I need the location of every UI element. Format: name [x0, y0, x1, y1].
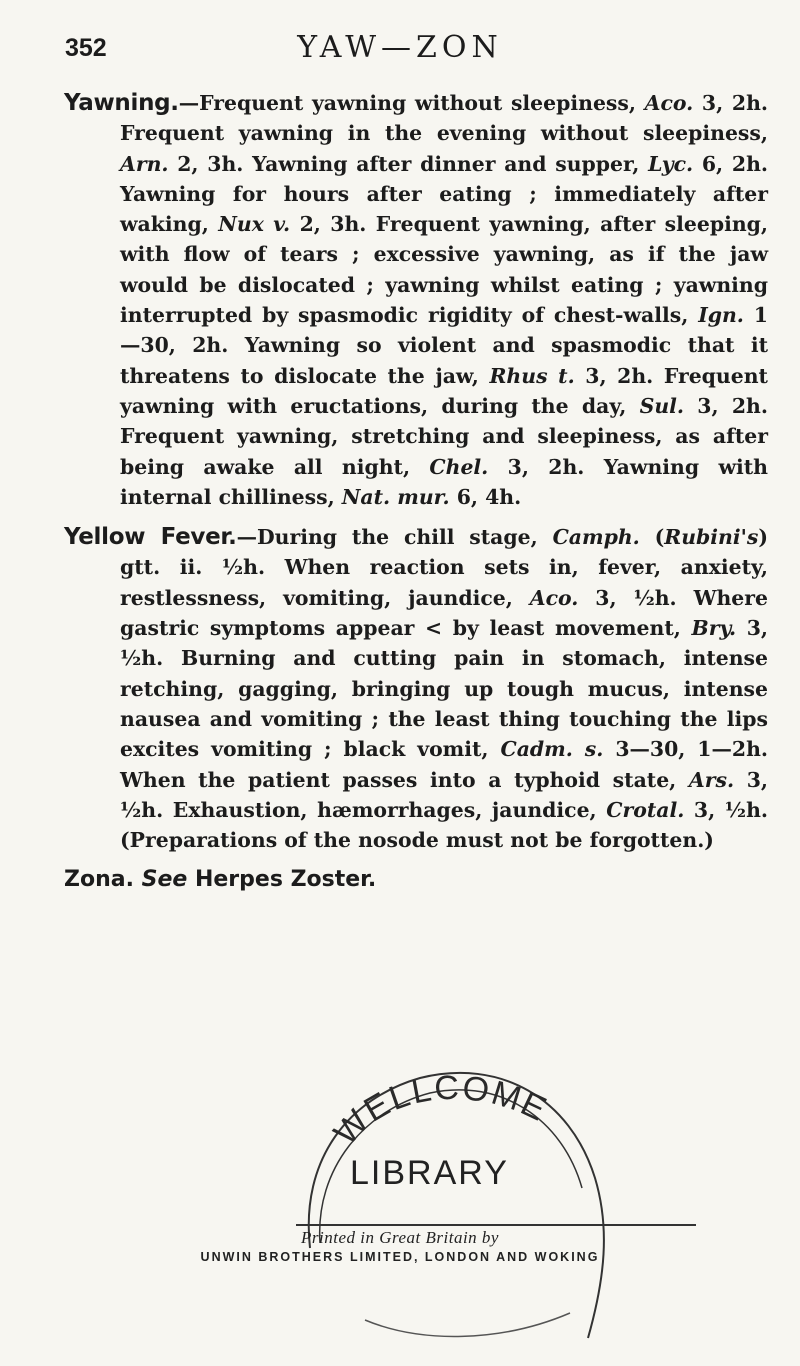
entry-text-segment: 3, 2h. Frequent yawning in the evening without sleepiness,: [120, 91, 768, 146]
entry-text-segment: (: [639, 525, 665, 550]
page-number: 352: [65, 34, 107, 62]
page-header: [65, 30, 735, 70]
entry-text-segment: 2, 3h. Frequent yawning, after sleeping, with flow of tears ; excessive yawning, as if the jaw would be dislocated ; yawning whilst eating ; yawning interrupted by spasmodic rigidity of chest-walls,: [120, 212, 769, 328]
entry-text-segment: —Frequent yawning without sleepiness,: [178, 91, 645, 115]
remedy-name: Chel.: [429, 454, 489, 479]
remedy-name: Ign.: [698, 303, 744, 328]
stamp-label: LIBRARY: [350, 1154, 509, 1192]
entry-text-segment: ) gtt. ii. ½h. When reaction sets in, fever, anxiety, restlessness, vomiting, jaundice,: [120, 525, 769, 610]
printer-colophon: [40, 1228, 760, 1264]
remedy-name: Lyc.: [648, 151, 694, 176]
entry-text-segment: 1—30, 2h. Yawning so violent and spasmodic that it threatens to dislocate the jaw,: [120, 303, 768, 388]
entry-text-segment: 6, 2h. Yawning for hours after eating ; immediately after waking,: [120, 151, 768, 237]
stamp-outline-icon: [270, 1038, 650, 1348]
library-stamp: [270, 1038, 650, 1348]
stamp-arc-text: WELLCOME: [326, 1068, 554, 1153]
entry-text-segment: 3, ½h. (Preparations of the nosode must not be forgotten.): [120, 797, 768, 853]
entry-text-segment: 3, 2h. Frequent yawning, stretching and sleepiness, as after being awake all night,: [120, 393, 768, 479]
remedy-name: Aco.: [529, 585, 579, 610]
entry-text-segment: 3, 2h. Yawning with internal chilliness,: [120, 454, 768, 509]
entry-text-segment: 6, 4h.: [449, 484, 522, 509]
remedy-name: Rhus t.: [489, 363, 575, 388]
entry-text-segment: —During the chill stage,: [236, 525, 553, 550]
remedy-name: Nux v.: [218, 212, 291, 237]
entry-text-segment: 3, ½h. Where gastric symptoms appear < by least movement,: [120, 585, 768, 641]
entry-text-segment: 3, 2h. Frequent yawning with eructations, during the day,: [120, 363, 768, 418]
entry-term: Yawning.: [64, 90, 179, 116]
entry-text-segment: 2, 3h. Yawning after dinner and supper,: [168, 151, 649, 176]
svg-text:WELLCOME: [327, 1069, 554, 1153]
entry-yellow-fever: [64, 522, 768, 855]
remedy-name: Rubini's: [664, 525, 759, 550]
colophon-line-2: UNWIN BROTHERS LIMITED, LONDON AND WOKING: [200, 1250, 600, 1264]
remedy-name: Ars.: [688, 767, 735, 792]
remedy-name: Nat. mur.: [341, 484, 450, 509]
entry-text: [64, 522, 768, 855]
divider-rule: [296, 1224, 696, 1226]
entry-yawning: [64, 88, 768, 512]
entry-text: [64, 88, 768, 512]
remedy-name: Crotal.: [606, 797, 685, 822]
entry-zona: [64, 865, 768, 895]
remedy-name: Camph.: [552, 525, 640, 550]
entry-term: Zona.: [64, 867, 134, 893]
remedy-name: Bry.: [691, 616, 737, 641]
entry-term: Yellow Fever.: [64, 524, 237, 551]
colophon-line-1: Printed in Great Britain by: [301, 1228, 499, 1247]
dictionary-body: [64, 88, 768, 896]
entry-text-segment: 3, ½h. Burning and cutting pain in stomach, intense retching, gagging, bringing up tough mucus, intense nausea and vomiting ; the least thing touching the lips excites vomiting ; black vomit,: [120, 616, 768, 762]
cross-reference: Herpes Zoster.: [194, 867, 377, 893]
remedy-name: Cadm. s.: [500, 737, 604, 762]
running-head: YAW—ZON: [297, 30, 503, 65]
see-reference-label: See: [141, 867, 188, 893]
entry-text-segment: 3—30, 1—2h. When the patient passes into a typhoid state,: [120, 737, 768, 792]
entry-text-segment: 3, ½h. Exhaustion, hæmorrhages, jaundice,: [120, 767, 769, 822]
remedy-name: Arn.: [120, 151, 169, 176]
remedy-name: Sul.: [639, 393, 685, 418]
remedy-name: Aco.: [644, 91, 694, 115]
